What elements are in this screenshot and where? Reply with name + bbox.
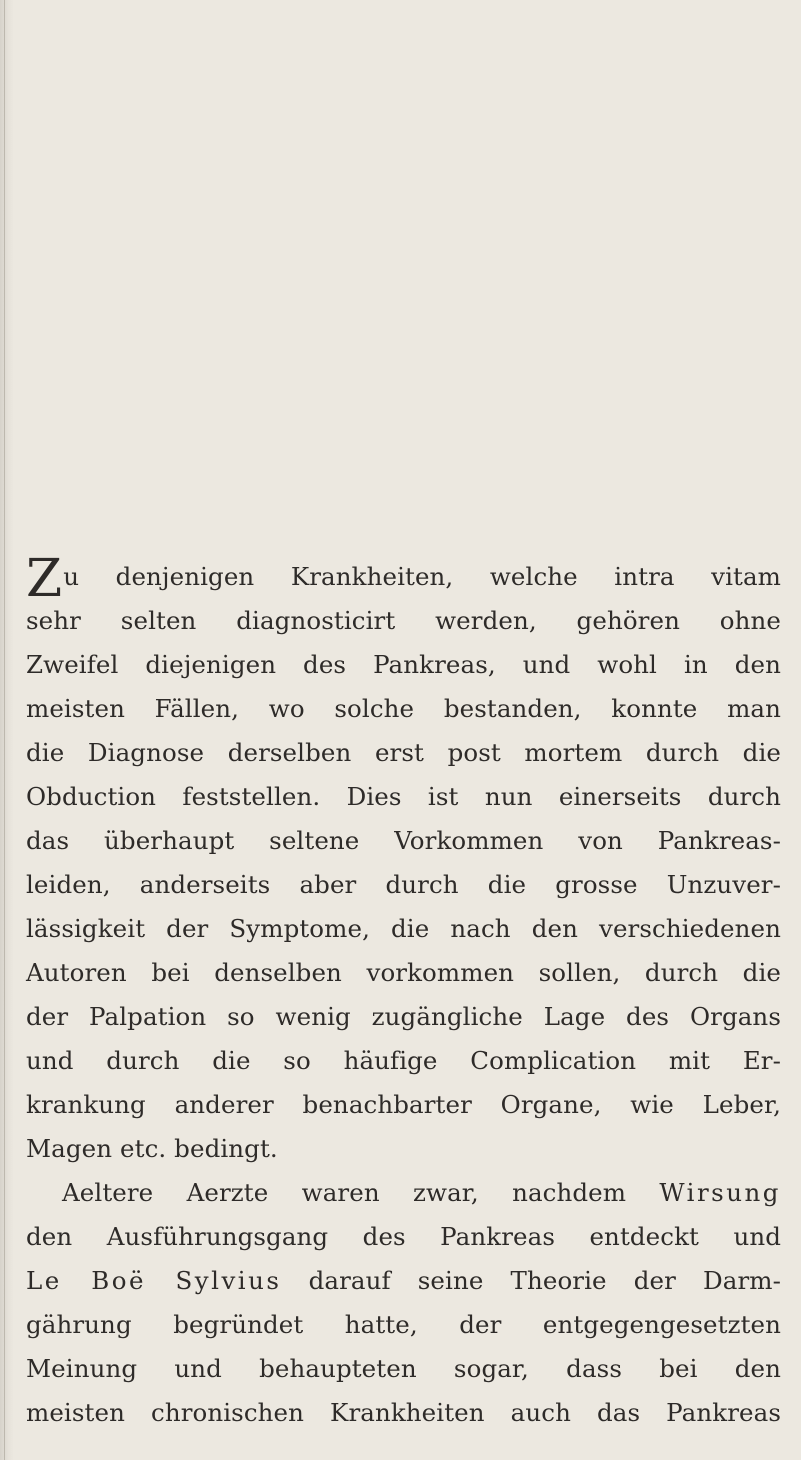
text-line: gährung begründet hatte, der entgegengesetzten — [26, 1310, 781, 1339]
text-line — [26, 1171, 781, 1215]
first-line-text: u denjenigen Krankheiten, welche intra vitam — [63, 562, 781, 591]
text-line — [26, 549, 781, 609]
text-line: Autoren bei denselben vorkommen sollen, durch die — [26, 958, 781, 987]
text-line: lässigkeit der Symptome, die nach den verschiedenen — [26, 914, 781, 943]
text-line: Magen etc. bedingt. — [26, 1134, 278, 1163]
text-line: Obduction feststellen. Dies ist nun einerseits durch — [26, 782, 781, 811]
text-line — [26, 1259, 781, 1303]
text-line: den Ausführungsgang des Pankreas entdeckt und — [26, 1222, 781, 1251]
binding-line — [4, 0, 5, 1460]
text-line: leiden, anderseits aber durch die grosse Unzuver- — [26, 870, 781, 899]
text-line: der Palpation so wenig zugängliche Lage des Organs — [26, 1002, 781, 1031]
text-line: Zweifel diejenigen des Pankreas, und wohl in den — [26, 650, 781, 679]
text-line: krankung anderer benachbarter Organe, wie Leber, — [26, 1090, 781, 1119]
text-line: meisten chronischen Krankheiten auch das Pankreas — [26, 1398, 781, 1427]
text-run: darauf seine Theorie der Darm- — [281, 1266, 781, 1295]
text-run: Aeltere Aerzte waren zwar, nachdem — [62, 1178, 660, 1207]
person-name-wirsung: Wirsung — [659, 1178, 781, 1207]
text-line: die Diagnose derselben erst post mortem durch die — [26, 738, 781, 767]
person-name-sylvius: Le Boë Sylvius — [26, 1266, 282, 1295]
text-line: und durch die so häufige Complication mit Er- — [26, 1046, 781, 1075]
text-line: sehr selten diagnosticirt werden, gehören ohne — [26, 606, 781, 635]
text-line: Meinung und behaupteten sogar, dass bei den — [26, 1354, 781, 1383]
body-text — [26, 549, 781, 1435]
text-line: das überhaupt seltene Vorkommen von Pankreas- — [26, 826, 781, 855]
page-left-edge — [0, 0, 14, 1460]
text-line: meisten Fällen, wo solche bestanden, konnte man — [26, 694, 781, 723]
drop-cap: Z — [26, 549, 63, 609]
